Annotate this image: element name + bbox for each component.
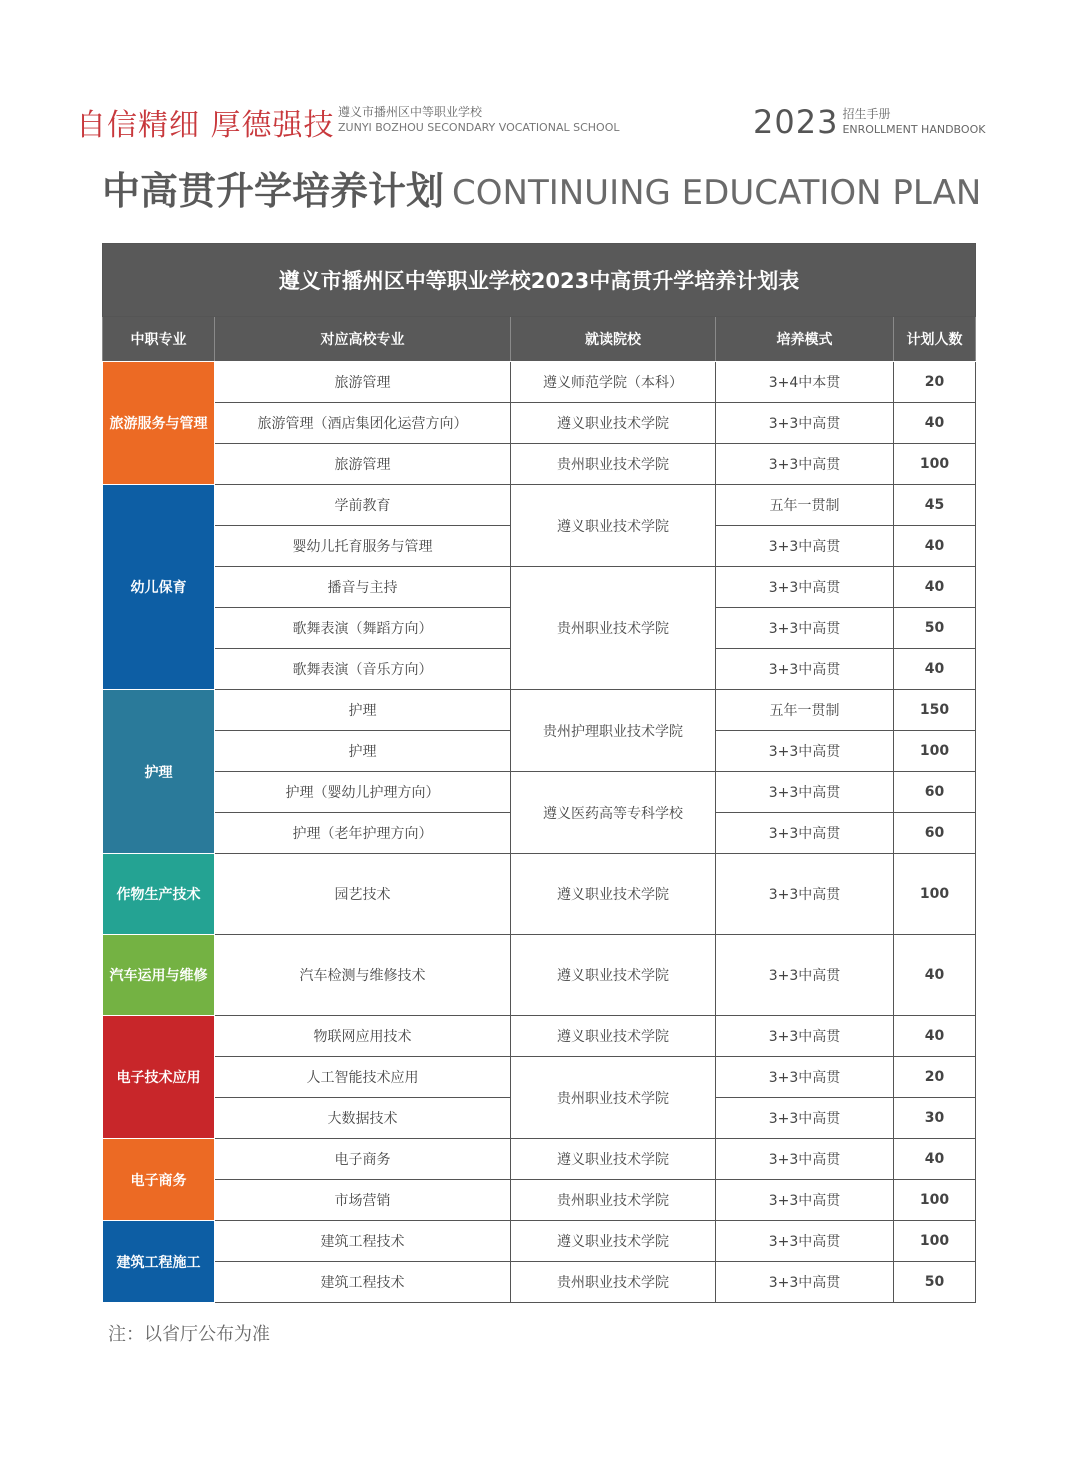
- page-title: [102, 160, 981, 215]
- count-cell: 100: [894, 731, 976, 772]
- table-row: [103, 1262, 976, 1303]
- count-cell: 150: [894, 690, 976, 731]
- mode-cell: 3+4中本贯: [716, 362, 894, 403]
- school-cell: 遵义职业技术学院: [511, 485, 716, 567]
- count-cell: 30: [894, 1098, 976, 1139]
- major-cell: 歌舞表演（舞蹈方向）: [215, 608, 511, 649]
- category-cell: 旅游服务与管理: [103, 362, 215, 485]
- major-cell: 旅游管理: [215, 444, 511, 485]
- school-cell: 遵义职业技术学院: [511, 1139, 716, 1180]
- major-cell: 婴幼儿托育服务与管理: [215, 526, 511, 567]
- mode-cell: 3+3中高贯: [716, 1057, 894, 1098]
- major-cell: 市场营销: [215, 1180, 511, 1221]
- footnote: 注：以省厅公布为准: [108, 1324, 270, 1345]
- plan-table: [102, 243, 976, 1303]
- count-cell: 40: [894, 935, 976, 1016]
- mode-cell: 3+3中高贯: [716, 1139, 894, 1180]
- count-cell: 100: [894, 1180, 976, 1221]
- count-cell: 20: [894, 1057, 976, 1098]
- school-name-en: ZUNYI BOZHOU SECONDARY VOCATIONAL SCHOOL: [338, 121, 620, 134]
- table-header-row: [103, 317, 976, 362]
- plan-table-container: [102, 243, 975, 1303]
- table-row: [103, 1139, 976, 1180]
- mode-cell: 3+3中高贯: [716, 567, 894, 608]
- major-cell: 电子商务: [215, 1139, 511, 1180]
- table-row: [103, 444, 976, 485]
- school-cell: 遵义师范学院（本科）: [511, 362, 716, 403]
- mode-cell: 3+3中高贯: [716, 526, 894, 567]
- count-cell: 40: [894, 649, 976, 690]
- table-row: [103, 690, 976, 731]
- count-cell: 60: [894, 772, 976, 813]
- handbook-year: 2023: [753, 103, 839, 141]
- major-cell: 播音与主持: [215, 567, 511, 608]
- school-cell: 贵州职业技术学院: [511, 567, 716, 690]
- table-row: [103, 362, 976, 403]
- mode-cell: 3+3中高贯: [716, 1221, 894, 1262]
- mode-cell: 3+3中高贯: [716, 731, 894, 772]
- count-cell: 50: [894, 1262, 976, 1303]
- school-cell: 贵州职业技术学院: [511, 1262, 716, 1303]
- major-cell: 人工智能技术应用: [215, 1057, 511, 1098]
- mode-cell: 3+3中高贯: [716, 1016, 894, 1057]
- category-cell: 护理: [103, 690, 215, 854]
- mode-cell: 3+3中高贯: [716, 649, 894, 690]
- slogan: 自信精细 厚德强技: [76, 108, 335, 143]
- mode-cell: 五年一贯制: [716, 690, 894, 731]
- school-cell: 贵州职业技术学院: [511, 1180, 716, 1221]
- category-cell: 作物生产技术: [103, 854, 215, 935]
- count-cell: 100: [894, 854, 976, 935]
- table-row: [103, 567, 976, 608]
- count-cell: 60: [894, 813, 976, 854]
- school-cell: 贵州职业技术学院: [511, 444, 716, 485]
- table-row: [103, 1180, 976, 1221]
- major-cell: 物联网应用技术: [215, 1016, 511, 1057]
- mode-cell: 3+3中高贯: [716, 1262, 894, 1303]
- count-cell: 40: [894, 1016, 976, 1057]
- mode-cell: 3+3中高贯: [716, 854, 894, 935]
- major-cell: 旅游管理（酒店集团化运营方向）: [215, 403, 511, 444]
- school-cell: 遵义职业技术学院: [511, 1221, 716, 1262]
- count-cell: 40: [894, 567, 976, 608]
- table-row: [103, 935, 976, 1016]
- school-cell: 贵州职业技术学院: [511, 1057, 716, 1139]
- major-cell: 园艺技术: [215, 854, 511, 935]
- handbook-cn: 招生手册: [842, 107, 891, 121]
- count-cell: 100: [894, 1221, 976, 1262]
- major-cell: 汽车检测与维修技术: [215, 935, 511, 1016]
- mode-cell: 3+3中高贯: [716, 1180, 894, 1221]
- category-cell: 建筑工程施工: [103, 1221, 215, 1303]
- major-cell: 旅游管理: [215, 362, 511, 403]
- category-cell: 汽车运用与维修: [103, 935, 215, 1016]
- handbook-en: ENROLLMENT HANDBOOK: [842, 123, 986, 136]
- count-cell: 20: [894, 362, 976, 403]
- count-cell: 100: [894, 444, 976, 485]
- school-name: [338, 104, 619, 136]
- school-cell: 遵义职业技术学院: [511, 935, 716, 1016]
- table-row: [103, 1221, 976, 1262]
- major-cell: 学前教育: [215, 485, 511, 526]
- major-cell: 大数据技术: [215, 1098, 511, 1139]
- school-cell: 遵义医药高等专科学校: [511, 772, 716, 854]
- table-row: [103, 403, 976, 444]
- mode-cell: 3+3中高贯: [716, 608, 894, 649]
- page-title-cn: 中高贯升学培养计划: [102, 169, 445, 213]
- school-cell: 遵义职业技术学院: [511, 1016, 716, 1057]
- school-name-cn: 遵义市播州区中等职业学校: [338, 105, 483, 119]
- category-cell: 幼儿保育: [103, 485, 215, 690]
- table-row: [103, 772, 976, 813]
- count-cell: 50: [894, 608, 976, 649]
- school-cell: 遵义职业技术学院: [511, 854, 716, 935]
- category-cell: 电子技术应用: [103, 1016, 215, 1139]
- table-row: [103, 854, 976, 935]
- count-cell: 40: [894, 403, 976, 444]
- mode-cell: 3+3中高贯: [716, 444, 894, 485]
- category-cell: 电子商务: [103, 1139, 215, 1221]
- count-cell: 40: [894, 526, 976, 567]
- column-header: 计划人数: [894, 317, 976, 362]
- major-cell: 歌舞表演（音乐方向）: [215, 649, 511, 690]
- table-caption-row: [103, 244, 976, 317]
- major-cell: 护理: [215, 731, 511, 772]
- school-cell: 遵义职业技术学院: [511, 403, 716, 444]
- page-title-en: CONTINUING EDUCATION PLAN: [452, 173, 982, 213]
- table-row: [103, 1057, 976, 1098]
- count-cell: 40: [894, 1139, 976, 1180]
- table-caption: 遵义市播州区中等职业学校2023中高贯升学培养计划表: [103, 244, 976, 317]
- mode-cell: 3+3中高贯: [716, 1098, 894, 1139]
- handbook-text: [842, 107, 985, 137]
- table-row: [103, 485, 976, 526]
- mode-cell: 3+3中高贯: [716, 772, 894, 813]
- school-cell: 贵州护理职业技术学院: [511, 690, 716, 772]
- table-row: [103, 1016, 976, 1057]
- major-cell: 建筑工程技术: [215, 1221, 511, 1262]
- mode-cell: 五年一贯制: [716, 485, 894, 526]
- count-cell: 45: [894, 485, 976, 526]
- major-cell: 护理: [215, 690, 511, 731]
- mode-cell: 3+3中高贯: [716, 935, 894, 1016]
- mode-cell: 3+3中高贯: [716, 403, 894, 444]
- column-header: 中职专业: [103, 317, 215, 362]
- major-cell: 建筑工程技术: [215, 1262, 511, 1303]
- major-cell: 护理（老年护理方向）: [215, 813, 511, 854]
- column-header: 就读院校: [511, 317, 716, 362]
- column-header: 培养模式: [716, 317, 894, 362]
- column-header: 对应高校专业: [215, 317, 511, 362]
- mode-cell: 3+3中高贯: [716, 813, 894, 854]
- major-cell: 护理（婴幼儿护理方向）: [215, 772, 511, 813]
- handbook-label: [753, 104, 985, 140]
